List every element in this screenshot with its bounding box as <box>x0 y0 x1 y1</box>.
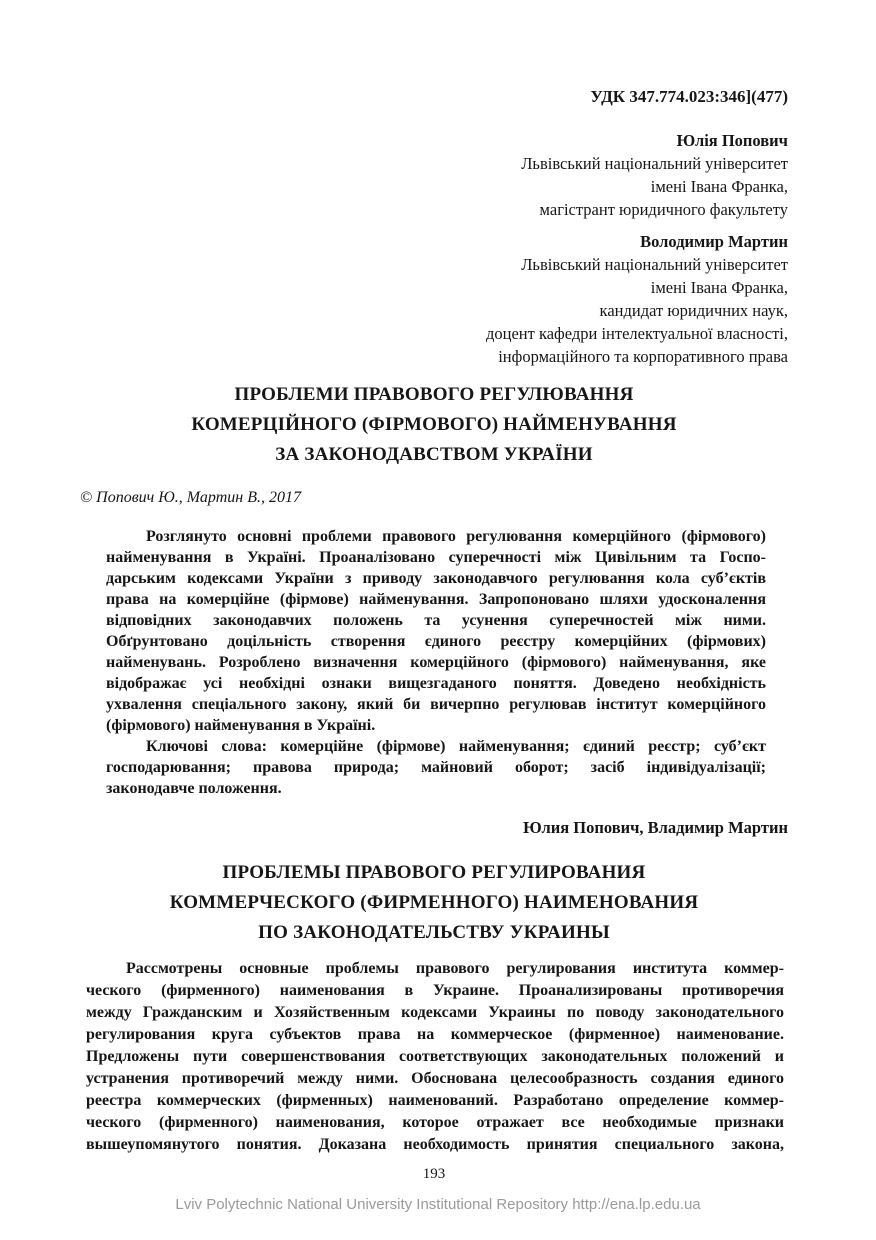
abstract-line: Обґрунтовано доцільність створення єдиного реєстру комерційних (фірмових) <box>106 633 766 650</box>
abstract-line: відображає усі необхідні ознаки вищезгаданого поняття. Доведено необхідність <box>106 675 766 692</box>
page-content <box>0 86 876 1183</box>
authors-russian-line: Юлия Попович, Владимир Мартин <box>523 818 788 837</box>
abstract-line: регулирования круга субъектов права на коммерческое (фирменное) наименование. <box>86 1026 784 1043</box>
abstract-line: реестра коммерческих (фирменных) наименований. Разработано определение коммер- <box>86 1092 784 1109</box>
abstract-line: ухвалення спеціального закону, який би вичерпно регулював інститут комерційного <box>106 696 766 713</box>
title-line: КОММЕРЧЕСКОГО (ФИРМЕННОГО) НАИМЕНОВАНИЯ <box>169 892 699 913</box>
title-line: ПО ЗАКОНОДАТЕЛЬСТВУ УКРАИНЫ <box>258 922 610 943</box>
keywords-ukrainian <box>106 736 766 799</box>
author-block-popovych <box>80 129 788 221</box>
abstract-line: ческого (фирменного) наименования, которое отражает все необходимые признаки <box>86 1114 784 1131</box>
author-block-martyn <box>80 230 788 368</box>
abstract-line: найменувань. Розроблено визначення комерційного (фірмового) найменування, яке <box>106 654 766 671</box>
article-title-ukrainian <box>80 380 788 470</box>
article-title-russian <box>80 858 788 948</box>
author-name: Юлія Попович <box>676 131 788 150</box>
abstract-line: (фірмового) найменування в Україні. <box>106 717 376 734</box>
abstract-line: Рассмотрены основные проблемы правового регулирования института коммер- <box>126 960 784 977</box>
affiliation-line: інформаційного та корпоративного права <box>498 347 788 366</box>
keywords-line: господарювання; правова природа; майновий оборот; засіб індивідуалізації; <box>106 759 766 776</box>
title-line: ПРОБЛЕМЫ ПРАВОВОГО РЕГУЛИРОВАНИЯ <box>222 862 646 883</box>
affiliation-line: імені Івана Франка, <box>650 278 788 297</box>
affiliation-line: імені Івана Франка, <box>650 177 788 196</box>
title-line: ЗА ЗАКОНОДАВСТВОМ УКРАЇНИ <box>275 444 593 465</box>
author-name: Володимир Мартин <box>640 232 788 251</box>
affiliation-line: доцент кафедри інтелектуальної власності, <box>486 324 788 343</box>
affiliation-line: кандидат юридичних наук, <box>599 301 788 320</box>
abstract-line: права на комерційне (фірмове) найменування. Запропоновано шляхи удосконалення <box>106 591 766 608</box>
abstract-line: дарським кодексами України з приводу законодавчого регулювання кола суб’єктів <box>106 570 766 587</box>
abstract-line: відповідних законодавчих положень та усунення суперечностей між ними. <box>106 612 766 629</box>
page-number: 193 <box>422 1166 446 1182</box>
abstract-line: устранения противоречий между ними. Обоснована целесообразность создания единого <box>86 1070 784 1087</box>
abstract-line: между Гражданским и Хозяйственным кодексами Украины по поводу законодательного <box>86 1004 784 1021</box>
abstract-line: вышеупомянутого понятия. Доказана необходимость принятия специального закона, <box>86 1136 784 1153</box>
copyright-line: © Попович Ю., Мартин В., 2017 <box>80 489 301 506</box>
abstract-russian <box>86 958 784 1156</box>
title-line: ПРОБЛЕМИ ПРАВОВОГО РЕГУЛЮВАННЯ <box>234 384 634 405</box>
affiliation-line: магістрант юридичного факультету <box>539 200 788 219</box>
title-line: КОМЕРЦІЙНОГО (ФІРМОВОГО) НАЙМЕНУВАННЯ <box>191 414 677 435</box>
abstract-line: Розглянуто основні проблеми правового регулювання комерційного (фірмового) <box>146 528 766 545</box>
abstract-line: Предложены пути совершенствования соответствующих законодательных положений и <box>86 1048 784 1065</box>
affiliation-line: Львівський національний університет <box>521 154 788 173</box>
udc-number: УДК 347.774.023:346](477) <box>590 87 788 106</box>
affiliation-line: Львівський національний університет <box>521 255 788 274</box>
abstract-line: найменування в Україні. Проаналізовано суперечності між Цивільним та Госпо- <box>106 549 766 566</box>
keywords-line: Ключові слова: комерційне (фірмове) найменування; єдиний реєстр; суб’єкт <box>146 738 766 755</box>
repository-footer: Lviv Polytechnic National University Institutional Repository http://ena.lp.edu.ua <box>175 1196 701 1213</box>
abstract-line: ческого (фирменного) наименования в Украине. Проанализированы противоречия <box>86 982 784 999</box>
keywords-line: законодавче положення. <box>106 780 282 797</box>
abstract-ukrainian <box>106 526 766 736</box>
